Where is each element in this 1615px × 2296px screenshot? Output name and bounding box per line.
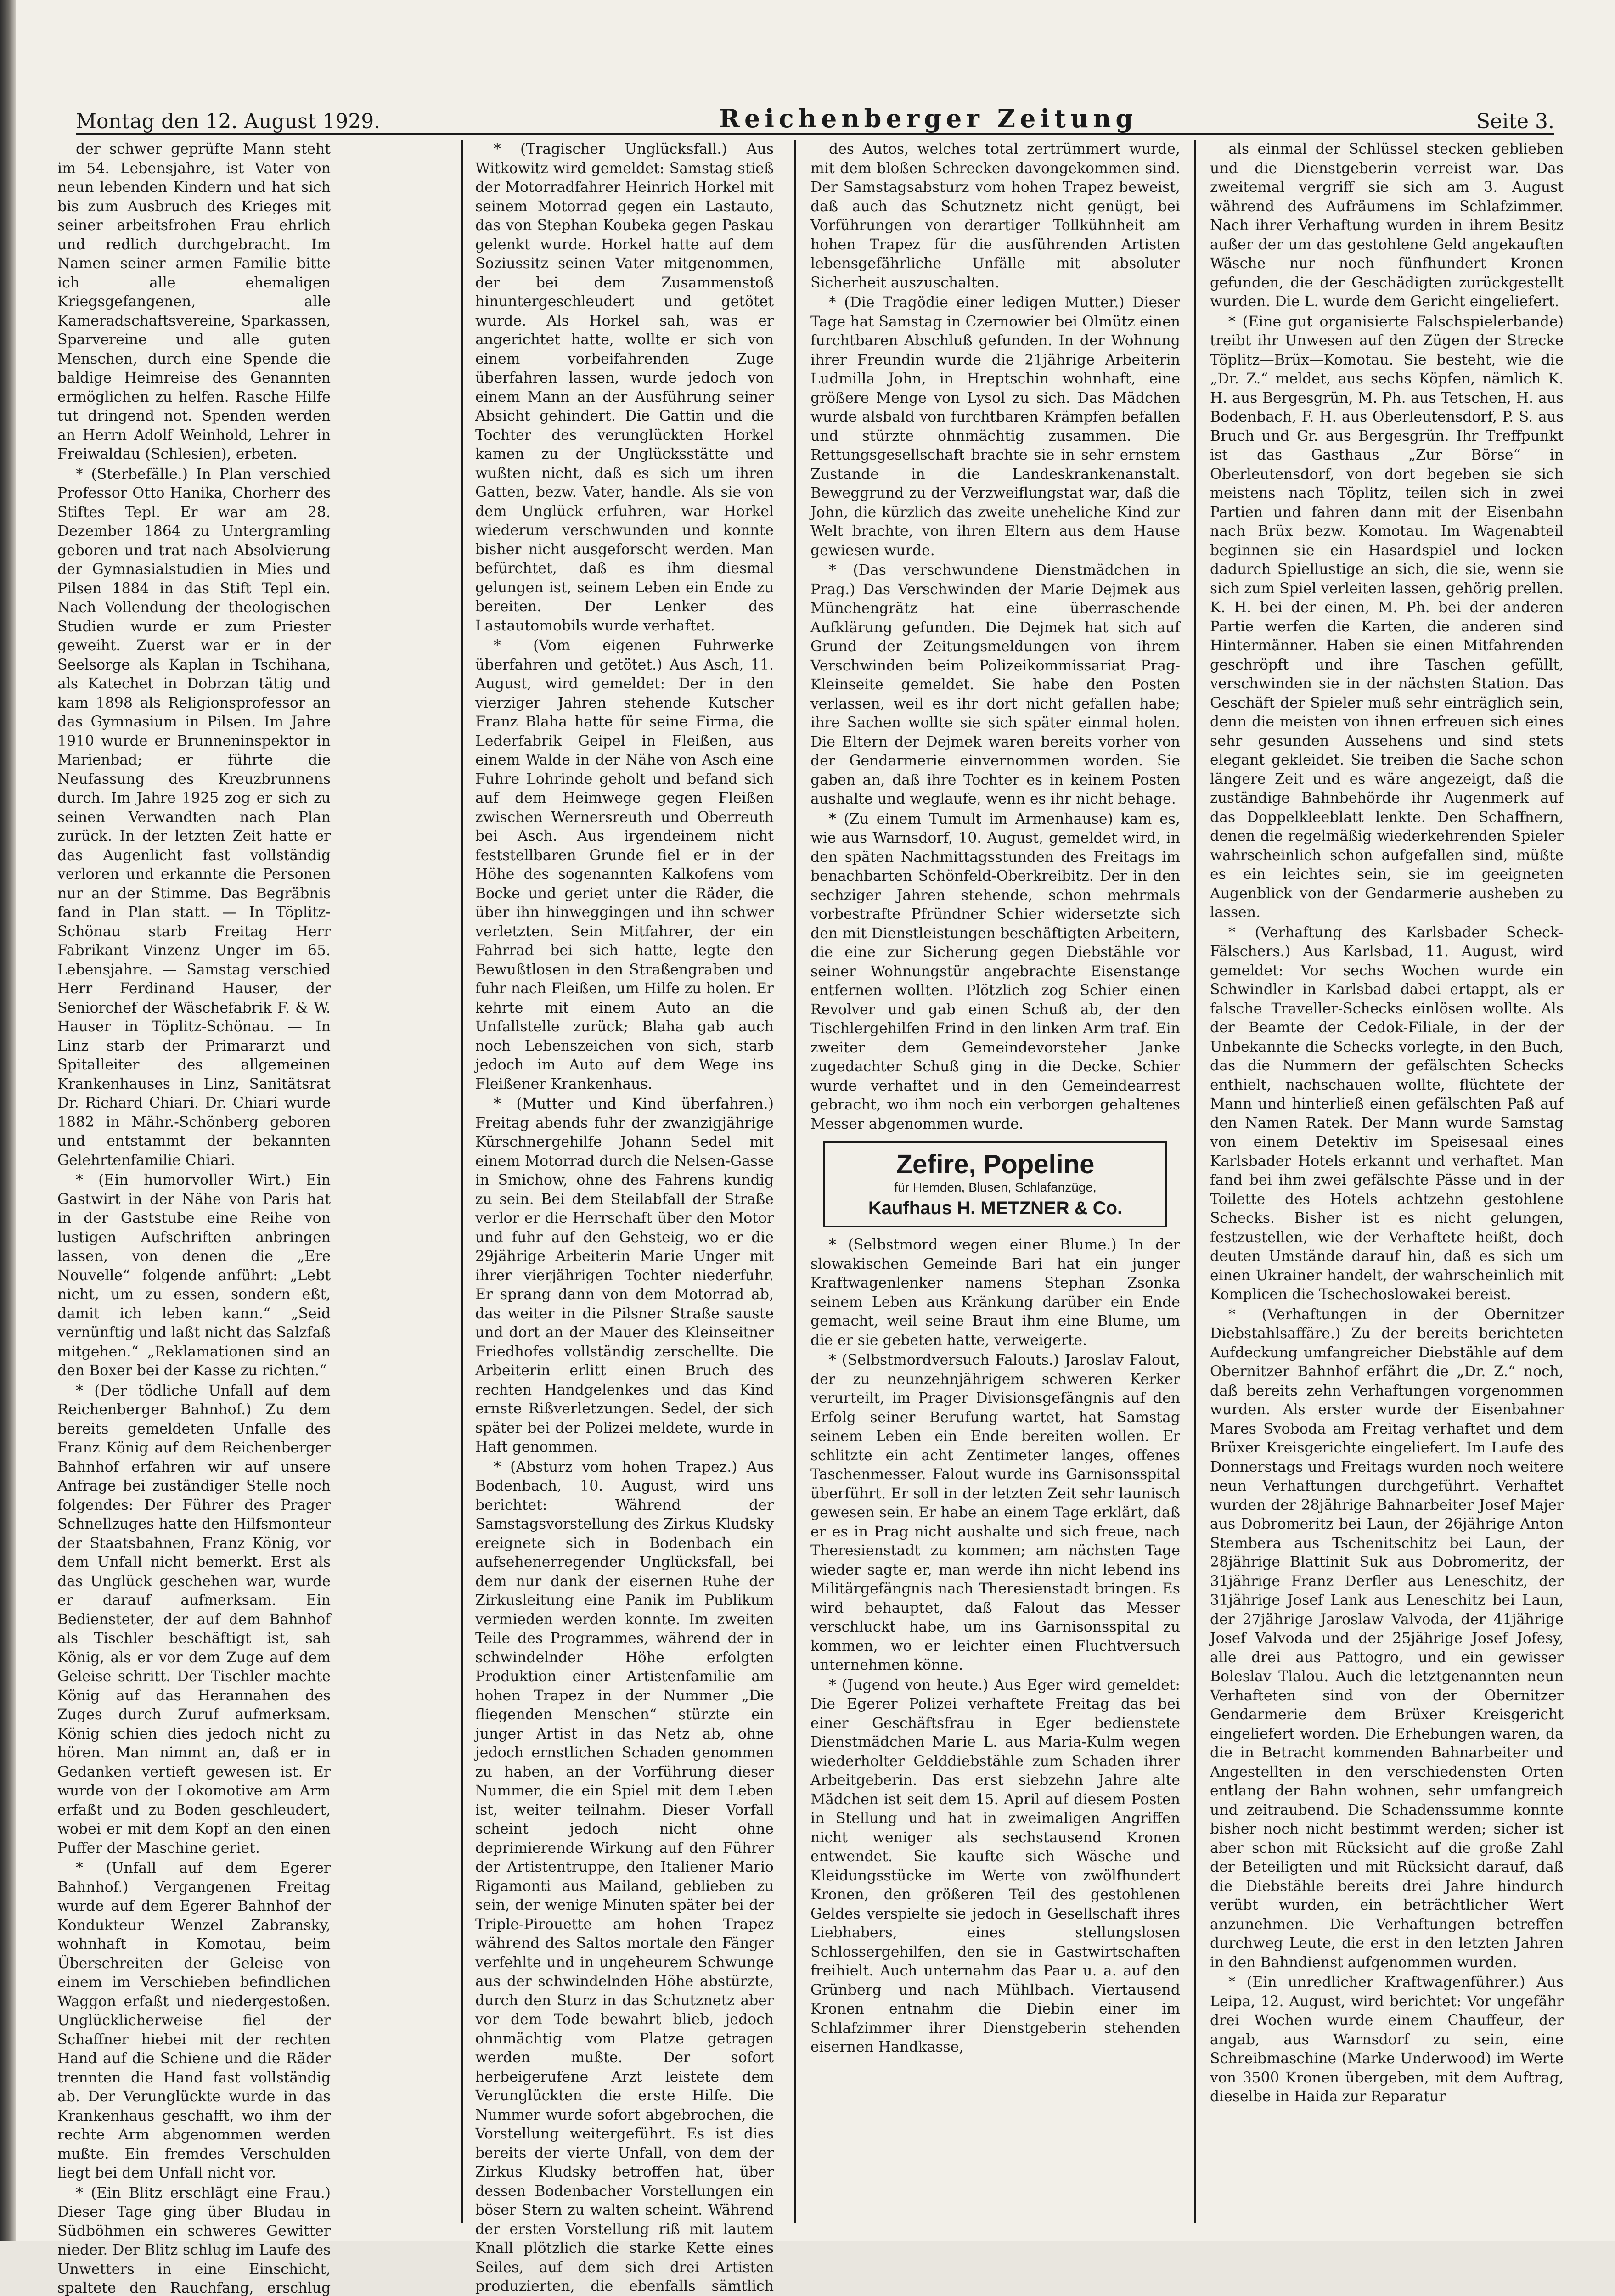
article-paragraph: als einmal der Schlüssel stecken geblieben und die Dienstgeberin verreist war. Das zweitemal vergriff sie sich am 3. August während des Aufräumens im Schlafzimmer. Nach ihrer Verhaftung wurden in ihrem Besitz außer der um das gestohlene Geld angekauften Wäsche nur noch fünfhundert Kronen gefunden, die der Geschädigten zurückgestellt wurden. Die L. wurde dem Gericht eingeliefert.: [1210, 140, 1564, 312]
issue-date: Montag den 12. August 1929.: [76, 110, 380, 133]
article-paragraph: des Autos, welches total zertrümmert wurde, mit dem bloßen Schrecken davongekommen sind. Der Samstagsabsturz vom hohen Trapez beweist, daß auch das Schutznetz nicht genügt, bei Vorführungen von derartiger Tollkühnheit am hohen Trapez für die ausführenden Artisten lebensgefährliche Unfälle mit absoluter Sicherheit auszuschalten.: [810, 140, 1180, 293]
article-paragraph: * (Mutter und Kind überfahren.) Freitag abends fuhr der zwanzigjährige Kürschnergehilfe Johann Sedel mit einem Motorrad durch die Nelsen-Gasse in Smichow, ohne des Fahrens kundig zu sein. Bei dem Steilabfall der Straße verlor er die Herrschaft über den Motor und fuhr auf den Gehsteig, wo er die 29jährige Arbeiterin Marie Unger mit ihrer vierjährigen Tochter niederfuhr. Er sprang dann von dem Motorrad ab, das weiter in die Pilsner Straße sauste und dort an der Mauer des Kleinseitner Friedhofes vollständig zerschellte. Die Arbeiterin erlitt einen Bruch des rechten Handgelenkes und das Kind ernste Rißverletzungen. Sedel, der sich später bei der Polizei meldete, wurde in Haft genommen.: [475, 1095, 774, 1457]
article-paragraph: * (Selbstmord wegen einer Blume.) In der slowakischen Gemeinde Bari hat ein junger Kraftwagenlenker namens Stephan Zsonka seinem Leben aus Kränkung darüber ein Ende gemacht, weil seine Braut ihm eine Blume, um die er sie gebeten hatte, verweigerte.: [810, 1236, 1180, 1350]
article-paragraph: * (Jugend von heute.) Aus Eger wird gemeldet: Die Egerer Polizei verhaftete Freitag das bei einer Geschäftsfrau in Eger bedienstete Dienstmädchen Marie L. aus Maria-Kulm wegen wiederholter Gelddiebstähle zum Schaden ihrer Arbeitgeberin. Das erst siebzehn Jahre alte Mädchen ist seit dem 15. April auf diesem Posten in Stellung und hat in zweimaligen Angriffen nicht weniger als sechstausend Kronen entwendet. Sie kaufte sich Wäsche und Kleidungsstücke im Werte von zwölfhundert Kronen, den größeren Teil des gestohlenen Geldes verspielte sie jedoch in Gesellschaft ihres Liebhabers, eines stellungslosen Schlossergehilfen, den sie in Gastwirtschaften freihielt. Auch unternahm das Paar u. a. auf den Grünberg und nach Mühlbach. Viertausend Kronen entnahm die Diebin einer im Schlafzimmer ihrer Dienstgeberin stehenden eisernen Handkasse,: [810, 1676, 1180, 2057]
article-paragraph: * (Ein humorvoller Wirt.) Ein Gastwirt in der Nähe von Paris hat in der Gaststube eine Reihe von lustigen Aufschriften anbringen lassen, von denen die „Ere Nouvelle“ folgende anführt: „Lebt nicht, um zu essen, sondern eßt, damit ich leben kann.“ „Seid vernünftig und laßt nicht das Salzfaß mitgehen.“ „Reklamationen sind an den Boxer bei der Kasse zu richten.“: [57, 1171, 331, 1381]
article-paragraph: * (Zu einem Tumult im Armenhause) kam es, wie aus Warnsdorf, 10. August, gemeldet wird, in den späten Nachmittagsstunden des Freitags im benachbarten Schönfeld-Oberkreibitz. Der in den sechziger Jahren stehende, schon mehrmals vorbestrafte Pfründner Schier widersetzte sich den mit Dienstleistungen beschäftigten Arbeitern, die eine zur Sicherung gegen Diebstähle vor seiner Wohnungstür angebrachte Eisenstange entfernen wollten. Plötzlich zog Schier einen Revolver und gab einen Schuß ab, der den Tischlergehilfen Frind in den linken Arm traf. Ein zweiter dem Gemeindevorsteher Janke zugedachter Schuß ging in die Decke. Schier wurde verhaftet und in den Gemeindearrest gebracht, wo ihm noch ein verborgen gehaltenes Messer abgenommen wurde.: [810, 810, 1180, 1134]
article-paragraph: * (Ein Blitz erschlägt eine Frau.) Dieser Tage ging über Bludau in Südböhmen ein schweres Gewitter nieder. Der Blitz schlug im Laufe des Unwetters in eine Einschicht, spaltete den Rauchfang, erschlug: [57, 2184, 331, 2296]
ad-subline: für Hemden, Blusen, Schlafanzüge,: [830, 1180, 1161, 1195]
column-rule: [794, 140, 796, 2223]
article-paragraph: * (Das verschwundene Dienstmädchen in Prag.) Das Verschwinden der Marie Dejmek aus Münchengrätz hat eine überraschende Aufklärung gefunden. Die Dejmek hat sich auf Grund der Zeitungsmeldungen von ihrem Verschwinden beim Polizeikommissariat Prag-Kleinseite gemeldet. Sie habe den Posten verlassen, weil es ihr dort nicht gefallen habe; ihre Sachen wollte sie sich später einmal holen. Die Eltern der Dejmek waren bereits vorher von der Gendarmerie einvernommen worden. Sie gaben an, daß ihre Tochter es in keinem Posten aushalte und weglaufe, wenn es ihr nicht behage.: [810, 561, 1180, 809]
column-rule: [1194, 140, 1196, 2223]
article-paragraph: * (Selbstmordversuch Falouts.) Jaroslav Falout, der zu neunzehnjährigem schweren Kerker verurteilt, im Prager Divisionsgefängnis auf den Erfolg seiner Berufung wartet, hat Samstag seinem Leben ein Ende bereiten wollen. Er schlitzte ein acht Zentimeter langes, offenes Taschenmesser. Falout wurde ins Garnisonsspital überführt. Er soll in der letzten Zeit sehr launisch gewesen sein. Er habe an einem Tage erklärt, daß er es in Prag nicht aushalte und sich freue, nach Theresienstadt zu kommen; am nächsten Tage wieder sagte er, man werde ihn nicht lebend ins Militärgefängnis nach Theresienstadt bringen. Es wird behauptet, daß Falout das Messer verschluckt habe, um ins Garnisonsspital zu kommen, wo er leichter einen Fluchtversuch unternehmen könne.: [810, 1351, 1180, 1675]
ad-headline: Zefire, Popeline: [830, 1149, 1161, 1180]
ad-store-name: Kaufhaus H. METZNER & Co.: [830, 1197, 1161, 1219]
article-paragraph: * (Verhaftung des Karlsbader Scheck-Fälschers.) Aus Karlsbad, 11. August, wird gemeldet: Vor sechs Wochen wurde ein Schwindler in Karlsbad dabei ertappt, als er falsche Traveller-Schecks einlösen wollte. Als der Beamte der Cedok-Filiale, in der der Unbekannte die Schecks vorlegte, in den Buch, das die Nummern der gefälschten Schecks enthielt, nachschauen wollte, flüchtete der Mann und hinterließ einen gefälschten Paß auf den Namen Ratek. Der Mann wurde Samstag von einem Detektiv im Speisesaal eines Karlsbader Hotels erkannt und verhaftet. Man fand bei ihm zwei gefälschte Pässe und in der Toilette des Hotels achtzehn gestohlene Schecks. Bisher ist es nicht gelungen, festzustellen, wie der Verhaftete heißt, doch deuten Umstände darauf hin, daß es sich um einen Ukrainer handelt, der wahrscheinlich mit Komplicen die Tschechoslowakei bereist.: [1210, 923, 1564, 1305]
column-rule: [461, 140, 463, 2223]
article-paragraph: * (Ein unredlicher Kraftwagenführer.) Aus Leipa, 12. August, wird berichtet: Vor ungefähr drei Wochen wurde einem Chauffeur, der angab, aus Warnsdorf zu sein, eine Schreibmaschine (Marke Underwood) im Werte von 3500 Kronen übergeben, mit dem Auftrag, dieselbe in Haida zur Reparatur: [1210, 1973, 1564, 2107]
column-4: [1210, 140, 1564, 2223]
advertisement-box: [823, 1141, 1167, 1227]
column-1: [57, 140, 331, 2223]
page-number: Seite 3.: [1476, 110, 1554, 133]
article-paragraph: * (Die Tragödie einer ledigen Mutter.) Dieser Tage hat Samstag in Czernowier bei Olmütz einen furchtbaren Abschluß gefunden. In der Wohnung ihrer Freundin wurde die 21jährige Arbeiterin Ludmilla John, in Hreptschin wohnhaft, eine größere Menge von Lysol zu sich. Das Mädchen wurde alsbald von furchtbaren Krämpfen befallen und stürzte ohnmächtig zusammen. Die Rettungsgesellschaft brachte sie in sehr ernstem Zustande in die Landeskrankenanstalt. Beweggrund zu der Verzweiflungstat war, daß die John, die kürzlich das zweite uneheliche Kind zur Welt brachte, von ihren Eltern aus dem Hause gewiesen wurde.: [810, 293, 1180, 560]
article-paragraph: * (Tragischer Unglücksfall.) Aus Witkowitz wird gemeldet: Samstag stieß der Motorradfahrer Heinrich Horkel mit seinem Motorrad gegen ein Lastauto, das von Stephan Koubeka gegen Paskau gelenkt wurde. Horkel hatte auf dem Soziussitz seinen Vater mitgenommen, der bei dem Zusammenstoß hinuntergeschleudert und getötet wurde. Als Horkel sah, was er angerichtet hatte, wollte er sich von einem vorbeifahrenden Zuge überfahren lassen, wurde jedoch von einem Mann an der Ausführung seiner Absicht gehindert. Die Gattin und die Tochter des verunglückten Horkel kamen zu der Unglücksstätte und wußten nicht, daß es sich um ihren Gatten, bezw. Vater, handle. Als sie von dem Unglück erfuhren, war Horkel wiederum verschwunden und konnte bisher nicht ausgeforscht werden. Man befürchtet, daß es ihm diesmal gelungen ist, seinem Leben ein Ende zu bereiten. Der Lenker des Lastautomobils wurde verhaftet.: [475, 140, 774, 636]
article-paragraph: * (Eine gut organisierte Falschspielerbande) treibt ihr Unwesen auf den Zügen der Strecke Töplitz—Brüx—Komotau. Sie besteht, wie die „Dr. Z.“ meldet, aus sechs Köpfen, nämlich K. H. aus Bergesgrün, M. Ph. aus Tetschen, H. aus Bodenbach, F. H. aus Oberleutensdorf, P. S. aus Bruch und Gr. aus Bergesgrün. Ihr Treffpunkt ist das Gasthaus „Zur Börse“ in Oberleutensdorf, von dort begeben sie sich meistens nach Töplitz, teilen sich in zwei Partien und fahren dann mit der Eisenbahn nach Brüx bezw. Komotau. Im Wagenabteil beginnen sie ein Hasardspiel und locken dadurch Spiellustige an sich, die sie, wenn sie sich zum Spiel verleiten lassen, gehörig prellen. K. H. bei der einen, M. Ph. bei der anderen Partie werfen die Karten, die anderen sind Hintermänner. Haben sie einen Mitfahrenden geschröpft und ihre Taschen gefüllt, verschwinden sie in der nächsten Station. Das Geschäft der Spieler muß sehr einträglich sein, denn die meisten von ihnen erfreuen sich eines sehr gesunden Aussehens und sind stets elegant gekleidet. Sie treiben die Sache schon längere Zeit und es wäre angezeigt, daß die zuständige Bahnbehörde ihr Augenmerk auf das Doppelkleeblatt lenkte. Den Schaffnern, denen die regelmäßig wiederkehrenden Spieler wahrscheinlich schon aufgefallen sind, müßte es ein leichtes sein, sie im geeigneten Augenblick von der Gendarmerie ausheben zu lassen.: [1210, 313, 1564, 923]
article-paragraph: * (Sterbefälle.) In Plan verschied Professor Otto Hanika, Chorherr des Stiftes Tepl. Er war am 28. Dezember 1864 zu Untergramling geboren und trat nach Absolvierung der Gymnasialstudien in Mies und Pilsen 1884 in das Stift Tepl ein. Nach Vollendung der theologischen Studien wurde er zum Priester geweiht. Zuerst war er in der Seelsorge als Kaplan in Tschihana, als Katechet in Dobrzan tätig und kam 1898 als Religionsprofessor an das Gymnasium in Pilsen. Im Jahre 1910 wurde er Brunneninspektor in Marienbad; er führte die Neufassung des Kreuzbrunnens durch. Im Jahre 1925 zog er sich zu seinen Verwandten nach Plan zurück. In der letzten Zeit hatte er das Augenlicht fast vollständig verloren und erkannte die Personen nur an der Stimme. Das Begräbnis fand in Plan statt. — In Töplitz-Schönau starb Freitag Herr Fabrikant Vinzenz Unger im 65. Lebensjahre. — Samstag verschied Herr Ferdinand Hauser, der Seniorchef der Wäschefabrik F. & W. Hauser in Töplitz-Schönau. — In Linz starb der Primararzt und Spitalleiter des allgemeinen Krankenhauses in Linz, Sanitätsrat Dr. Richard Chiari. Dr. Chiari wurde 1882 in Mähr.-Schönberg geboren und entstammt der bekannten Gelehrtenfamilie Chiari.: [57, 465, 331, 1171]
masthead: Reichenberger Zeitung: [719, 104, 1137, 133]
column-2: [475, 140, 774, 2223]
article-paragraph: * (Verhaftungen in der Obernitzer Diebstahlsaffäre.) Zu der bereits berichteten Aufdeckung umfangreicher Diebstähle auf dem Obernitzer Bahnhof erfährt die „Dr. Z.“ noch, daß bereits zehn Verhaftungen vorgenommen wurden. Als erster wurde der Eisenbahner Mares Svoboda am Freitag verhaftet und dem Brüxer Kreisgerichte eingeliefert. Im Laufe des Donnerstags und Freitags wurden noch weitere neun Verhaftungen durchgeführt. Verhaftet wurden der 28jährige Bahnarbeiter Josef Majer aus Dobromeritz bei Laun, der 26jährige Anton Stembera aus Tschenitschitz bei Laun, der 28jährige Blattinit Suk aus Dobromeritz, der 31jährige Franz Derfler aus Leneschitz, der 31jährige Josef Lank aus Leneschitz bei Laun, der 27jährige Jaroslaw Valvoda, der 41jährige Josef Valvoda und der 25jährige Josef Jofesy, alle drei aus Pattogro, und ein gewisser Boleslav Tlalou. Auch die letztgenannten neun Verhafteten sind von der Obernitzer Gendarmerie dem Brüxer Kreisgericht eingeliefert worden. Die Erhebungen waren, da die in Betracht kommenden Bahnarbeiter und Angestellten in den verschiedensten Orten entlang der Bahn wohnen, sehr umfangreich und zeitraubend. Die Schadenssumme konnte bisher noch nicht bestimmt werden; sicher ist aber schon mit Rücksicht auf die große Zahl der Beteiligten und mit Rücksicht darauf, daß die Diebstähle bereits drei Jahre hindurch verübt wurden, ein beträchtlicher Wert anzunehmen. Die Verhaftungen betreffen durchweg Leute, die erst in den letzten Jahren in den Bahndienst aufgenommen wurden.: [1210, 1306, 1564, 1973]
article-paragraph: * (Absturz vom hohen Trapez.) Aus Bodenbach, 10. August, wird uns berichtet: Während der Samstagsvorstellung des Zirkus Kludsky ereignete sich in Bodenbach ein aufsehenerregender Unglücksfall, bei dem nur dank der eisernen Ruhe der Zirkusleitung eine Panik im Publikum vermieden werden konnte. Im zweiten Teile des Programmes, während der in schwindelnder Höhe erfolgten Produktion einer Artistenfamilie am hohen Trapez in der Nummer „Die fliegenden Menschen“ stürzte ein junger Artist in das Netz ab, ohne jedoch ernstlichen Schaden genommen zu haben, an der Vorführung dieser Nummer, die ein Spiel mit dem Leben ist, weiter teilnahm. Dieser Vorfall scheint jedoch nicht ohne deprimierende Wirkung auf den Führer der Artistentruppe, den Italiener Mario Rigamonti aus Mailand, geblieben zu sein, der wenige Minuten später bei der Triple-Pirouette am hohen Trapez während des Saltos mortale den Fänger verfehlte und in ungeheurem Schwunge aus der schwindelnden Höhe abstürzte, durch den Sturz in das Schutznetz aber vor dem Tode bewahrt blieb, jedoch ohnmächtig vom Platze getragen werden mußte. Der sofort herbeigerufene Arzt leistete dem Verunglückten die erste Hilfe. Die Nummer wurde sofort abgebrochen, die Vorstellung weitergeführt. Es ist dies bereits der vierte Unfall, von dem der Zirkus Kludsky betroffen hat, über dessen Bodenbacher Vorstellungen ein böser Stern zu walten scheint. Während der ersten Vorstellung riß mit lautem Knall plötzlich die starke Kette eines Seiles, auf dem sich drei Artisten produzierten, die ebenfalls sämtlich: [475, 1458, 774, 2296]
page-binding-edge: [0, 0, 16, 2241]
article-paragraph: der schwer geprüfte Mann steht im 54. Lebensjahre, ist Vater von neun lebenden Kindern und hat sich bis zum Ausbruch des Krieges mit seiner arbeitsfrohen Frau ehrlich und redlich durchgebracht. Im Namen seiner armen Familie bitte ich alle ehemaligen Kriegsgefangenen, alle Kameradschaftsvereine, Sparkassen, Sparvereine und alle guten Menschen, durch eine Spende die baldige Heimreise des Genannten ermöglichen zu helfen. Rasche Hilfe tut dringend not. Spenden werden an Herrn Adolf Weinhold, Lehrer in Freiwaldau (Schlesien), erbeten.: [57, 140, 331, 464]
column-3: [810, 140, 1180, 2223]
article-paragraph: * (Vom eigenen Fuhrwerke überfahren und getötet.) Aus Asch, 11. August, wird gemeldet: Der in den vierziger Jahren stehende Kutscher Franz Blaha hatte für seine Firma, die Lederfabrik Geipel in Fleißen, aus einem Walde in der Nähe von Asch eine Fuhre Lohrinde geholt und befand sich auf dem Heimwege gegen Fleißen zwischen Wernersreuth und Oberreuth bei Asch. Aus irgendeinem nicht feststellbaren Grunde fiel er in der Höhe des sogenannten Kalkofens vom Bocke und geriet unter die Räder, die über ihn hinweggingen und ihn schwer verletzten. Sein Mitfahrer, der ein Fahrrad bei sich hatte, legte den Bewußtlosen in den Straßengraben und fuhr nach Fleißen, um Hilfe zu holen. Er kehrte mit einem Auto an die Unfallstelle zurück; Blaha gab auch noch Lebenszeichen von sich, starb jedoch im Auto auf dem Wege ins Fleißener Krankenhaus.: [475, 636, 774, 1094]
article-paragraph: * (Unfall auf dem Egerer Bahnhof.) Vergangenen Freitag wurde auf dem Egerer Bahnhof der Kondukteur Wenzel Zabransky, wohnhaft in Komotau, beim Überschreiten der Geleise von einem im Verschieben befindlichen Waggon erfaßt und niedergestoßen. Unglücklicherweise fiel der Schaffner hiebei mit der rechten Hand auf die Schiene und die Räder trennten die Hand fast vollständig ab. Der Verunglückte wurde in das Krankenhaus geschafft, wo ihm der rechte Arm abgenommen werden mußte. Ein fremdes Verschulden liegt bei dem Unfall nicht vor.: [57, 1859, 331, 2183]
article-paragraph: * (Der tödliche Unfall auf dem Reichenberger Bahnhof.) Zu dem bereits gemeldeten Unfalle des Franz König auf dem Reichenberger Bahnhof erfahren wir auf unsere Anfrage bei zuständiger Stelle noch folgendes: Der Führer des Prager Schnellzuges hatte den Hilfsmonteur der Staatsbahnen, Franz König, vor dem Unfall nicht bemerkt. Erst als das Unglück geschehen war, wurde er darauf aufmerksam. Ein Bediensteter, der auf dem Bahnhof als Tischler beschäftigt ist, sah König, als er vor dem Zuge auf dem Geleise schritt. Der Tischler machte König auf das Herannahen des Zuges durch Zuruf aufmerksam. König schien dies jedoch nicht zu hören. Man nimmt an, daß er in Gedanken vertieft gewesen ist. Er wurde von der Lokomotive am Arm erfaßt und zu Boden geschleudert, wobei er mit dem Kopf an den einen Puffer der Maschine geriet.: [57, 1382, 331, 1858]
page-header: [76, 97, 1554, 135]
